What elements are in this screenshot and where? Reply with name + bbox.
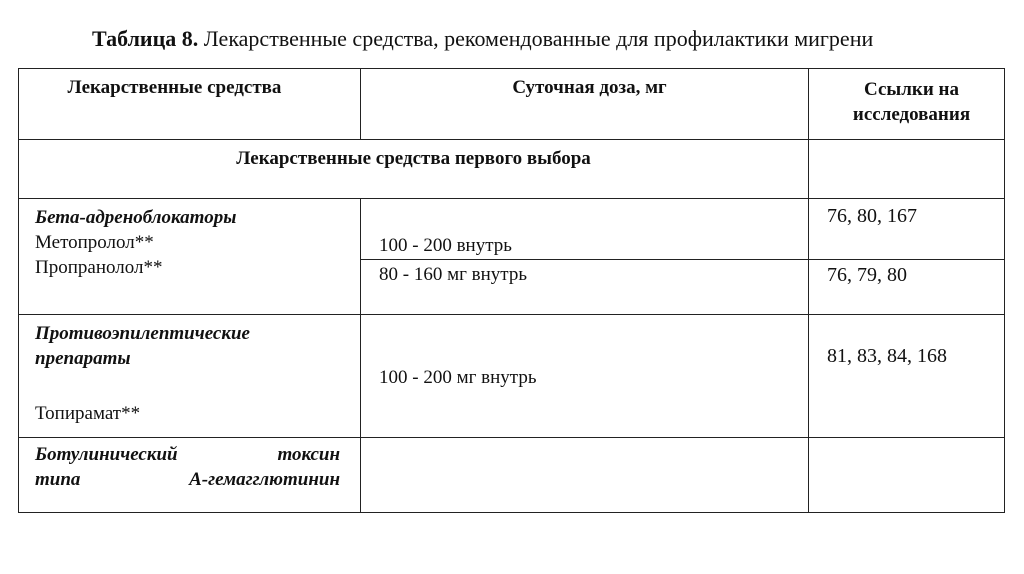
table-row [19, 315, 1005, 438]
header-row [19, 69, 1005, 140]
dose-cell: 100 - 200 внутрь [361, 199, 809, 260]
dose-cell: 80 - 160 мг внутрь [361, 260, 809, 315]
category-word: Ботулинический [35, 444, 178, 465]
section-row [19, 140, 1005, 199]
refs-cell: 76, 80, 167 [809, 199, 1005, 260]
header-refs-line2: исследования [852, 104, 971, 125]
drug-name: Пропранолол** [35, 257, 163, 278]
refs-cell: 76, 79, 80 [809, 260, 1005, 315]
table-row [19, 199, 1005, 260]
drug-name-cell [19, 199, 361, 315]
header-drugs: Лекарственные средства [19, 69, 361, 140]
category-label: препараты [35, 348, 131, 369]
category-word: типа [35, 469, 81, 490]
header-dose: Суточная доза, мг [361, 69, 809, 140]
caption-text: Лекарственные средства, рекомендованные для профилактики мигрени [203, 26, 874, 51]
category-line [35, 467, 360, 492]
section-title: Лекарственные средства первого выбора [19, 140, 809, 199]
table-caption [92, 26, 873, 52]
section-empty-cell [809, 140, 1005, 199]
refs-cell: 81, 83, 84, 168 [809, 315, 1005, 438]
header-refs-line1: Ссылки на [864, 79, 959, 100]
category-label: Противоэпилептические [35, 323, 250, 344]
category-line [35, 442, 360, 467]
drug-table [18, 68, 1005, 513]
dose-cell: 100 - 200 мг внутрь [361, 315, 809, 438]
header-refs [809, 69, 1005, 140]
refs-cell [809, 438, 1005, 513]
category-label: Бета-адреноблокаторы [35, 207, 237, 228]
caption-label: Таблица 8. [92, 26, 199, 51]
drug-name: Метопролол** [35, 232, 154, 253]
category-word: токсин [277, 444, 340, 465]
table-row [19, 438, 1005, 513]
dose-cell [361, 438, 809, 513]
drug-name-cell [19, 438, 361, 513]
drug-name: Топирамат** [35, 403, 141, 424]
category-word: А-гемагглютинин [189, 469, 340, 490]
drug-name-cell [19, 315, 361, 438]
